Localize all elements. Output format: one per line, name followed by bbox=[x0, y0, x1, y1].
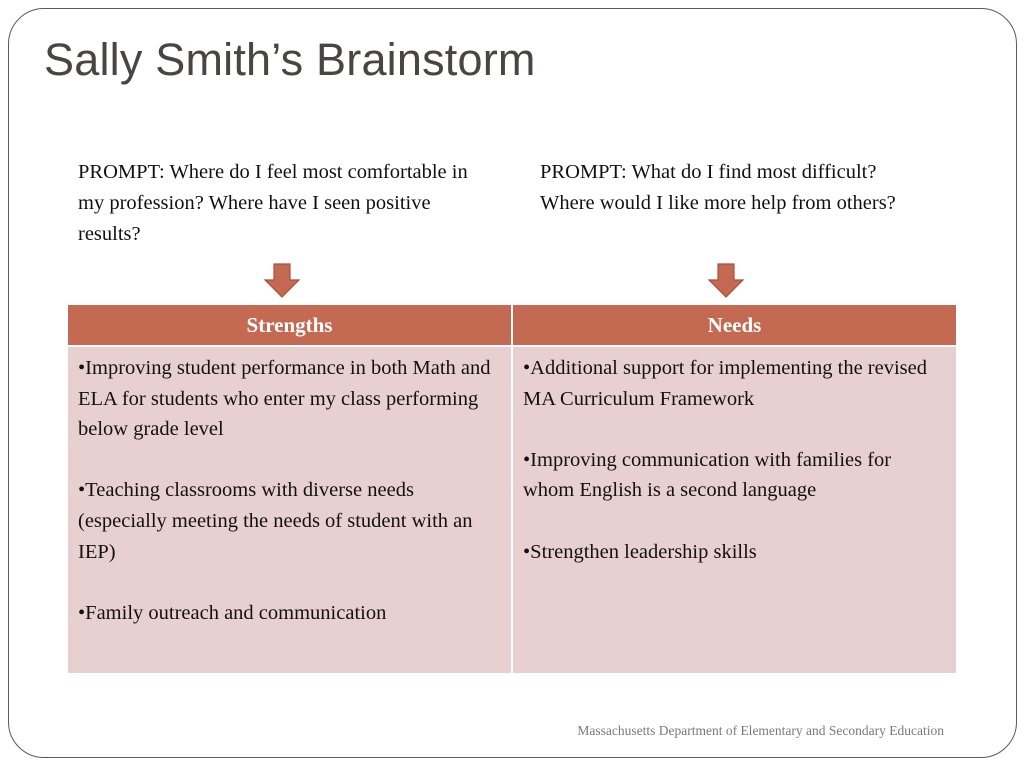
needs-cell bbox=[513, 347, 956, 673]
strengths-header: Strengths bbox=[68, 305, 511, 345]
strength-item: •Improving student performance in both Math and ELA for students who enter my class performing below grade level bbox=[78, 357, 491, 441]
down-arrow-icon bbox=[707, 263, 745, 299]
footer-text: Massachusetts Department of Elementary and Secondary Education bbox=[577, 723, 944, 738]
down-arrow-icon bbox=[263, 263, 301, 299]
strengths-cell bbox=[68, 347, 511, 673]
strength-item: •Family outreach and communication bbox=[78, 601, 387, 624]
needs-prompt: PROMPT: What do I find most difficult? Where would I like more help from others? bbox=[540, 161, 896, 214]
need-item: •Additional support for implementing the revised MA Curriculum Framework bbox=[523, 357, 928, 410]
needs-header: Needs bbox=[513, 305, 956, 345]
strength-item: •Teaching classrooms with diverse needs (especially meeting the needs of student with an IEP) bbox=[78, 479, 473, 563]
brainstorm-table bbox=[68, 305, 956, 673]
slide-title: Sally Smith’s Brainstorm bbox=[44, 34, 536, 85]
strengths-prompt: PROMPT: Where do I feel most comfortable in my profession? Where have I seen positive results? bbox=[78, 161, 468, 245]
need-item: •Strengthen leadership skills bbox=[523, 540, 757, 563]
need-item: •Improving communication with families for whom English is a second language bbox=[523, 448, 892, 502]
